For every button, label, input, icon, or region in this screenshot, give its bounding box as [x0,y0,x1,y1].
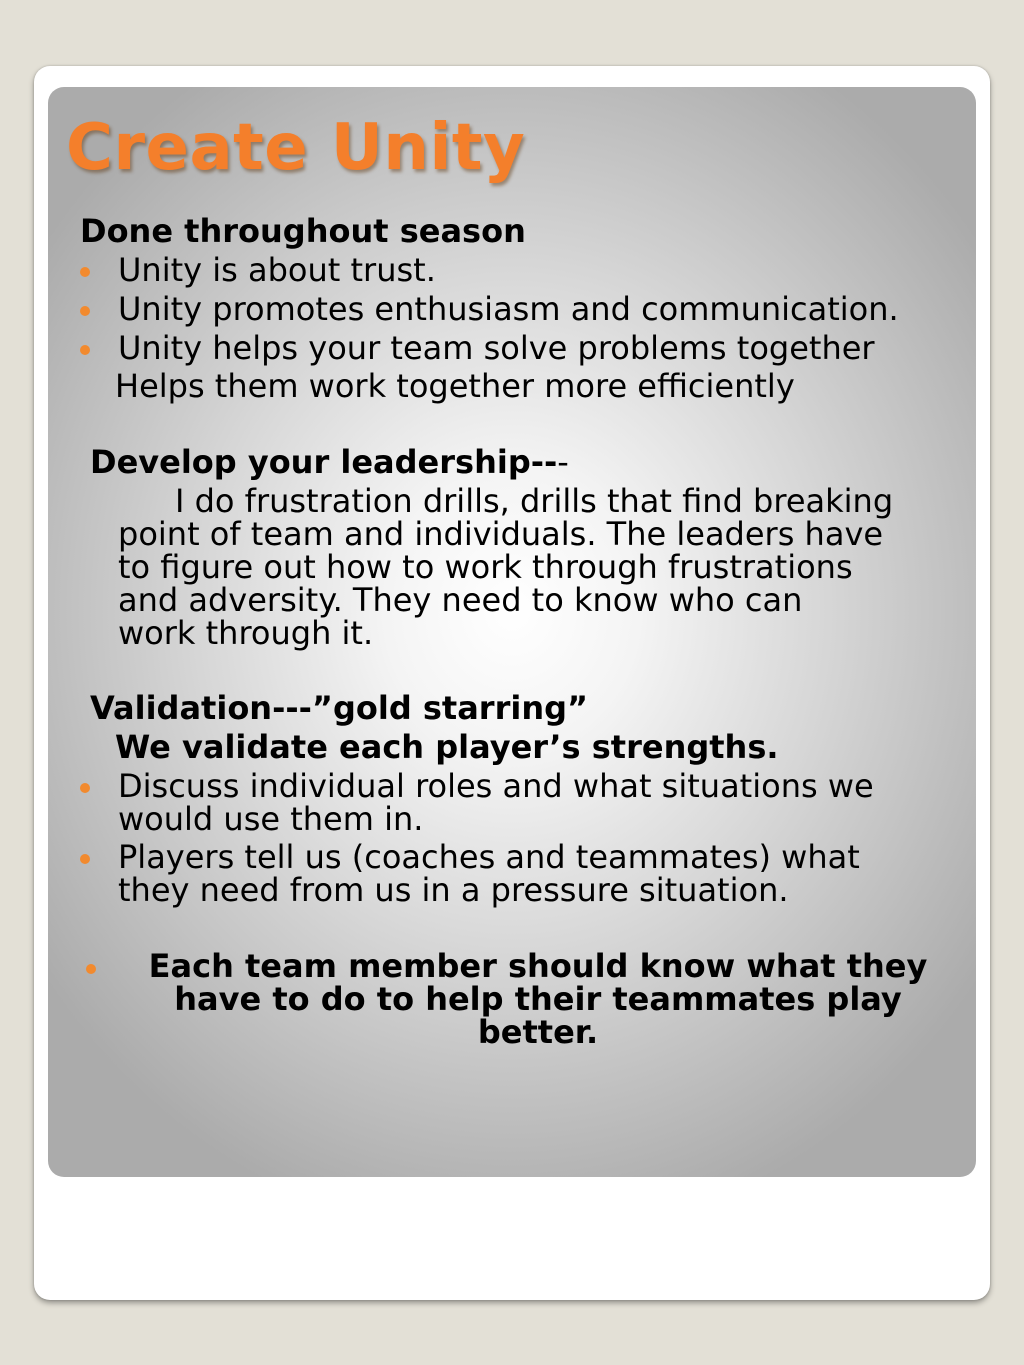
bullet-continuation: Helps them work together more efficiently [115,367,795,405]
bullet-item: Unity is about trust. [118,251,436,289]
section-subheading-validation: We validate each player’s strengths. [115,728,779,766]
bullet-icon [80,854,90,864]
bullet-item: Unity helps your team solve problems together [118,329,875,367]
closing-line: better. [477,1013,599,1051]
bullet-item-line: Players tell us (coaches and teammates) what [118,838,860,876]
slide-title: Create Unity [66,111,526,185]
bullet-item-line: they need from us in a pressure situation. [118,871,789,909]
bullet-item-line: would use them in. [118,800,424,838]
bullet-item: Unity promotes enthusiasm and communication. [118,290,899,328]
bullet-icon [80,783,90,793]
closing-line: have to do to help their teammates play [174,980,902,1018]
paragraph-line: to figure out how to work through frustrations [118,548,853,586]
bullet-icon [86,964,96,974]
leadership-heading-bold: Develop your leadership-- [90,443,558,481]
paragraph-line: point of team and individuals. The leaders have [118,515,884,553]
bullet-icon [80,306,90,316]
section-heading-leadership [90,445,569,479]
closing-statement [120,947,956,1051]
leadership-heading-tail: - [557,443,569,481]
paragraph-line: and adversity. They need to know who can [118,581,803,619]
bullet-icon [80,267,90,277]
paragraph-line: work through it. [118,614,374,652]
bullet-item-line: Discuss individual roles and what situations we [118,767,874,805]
bullet-icon [80,345,90,355]
section-heading-validation: Validation---”gold starring” [90,689,589,727]
paragraph-line: I do frustration drills, drills that find breaking [175,482,894,520]
section-heading-season: Done throughout season [80,212,526,250]
closing-line: Each team member should know what they [148,947,928,985]
